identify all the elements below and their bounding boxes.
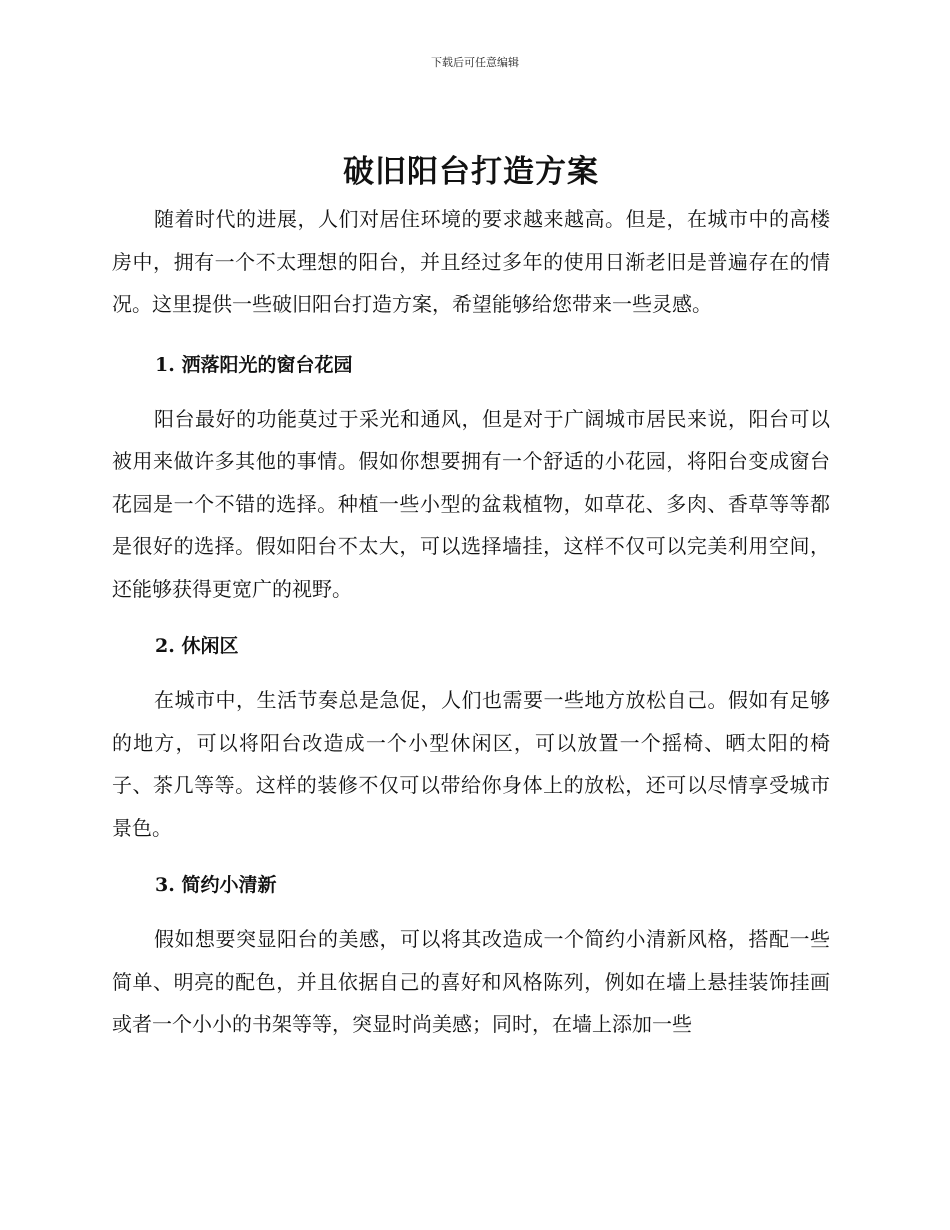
document-body [112,150,830,1046]
document-title: 破旧阳台打造方案 [343,154,599,190]
section-body-1: 阳台最好的功能莫过于采光和通风，但是对于广阔城市居民来说，阳台可以被用来做许多其他的事情。假如你想要拥有一个舒适的小花园，将阳台变成窗台花园是一个不错的选择。种植一些小型的盆栽植物，如草花、多肉、香草等等都是很好的选择。假如阳台不太大，可以选择墙挂，这样不仅可以完美利用空间，还能够获得更宽广的视野。 [112,406,830,601]
section-heading-3: 3. 简约小清新 [155,874,277,896]
section-body-2: 在城市中，生活节奏总是急促，人们也需要一些地方放松自己。假如有足够的地方，可以将阳台改造成一个小型休闲区，可以放置一个摇椅、晒太阳的椅子、茶几等等。这样的装修不仅可以带给你身体上的放松，还可以尽情享受城市景色。 [112,688,830,840]
section-body-3: 假如想要突显阳台的美感，可以将其改造成一个简约小清新风格，搭配一些简单、明亮的配色，并且依据自己的喜好和风格陈列，例如在墙上悬挂装饰挂画或者一个小小的书架等等，突显时尚美感；同时，在墙上添加一些 [112,927,830,1036]
section-heading-1: 1. 洒落阳光的窗台花园 [155,353,353,376]
header-note: 下载后可任意编辑 [431,56,519,69]
intro-paragraph: 随着时代的进展，人们对居住环境的要求越来越高。但是，在城市中的高楼房中，拥有一个不太理想的阳台，并且经过多年的使用日渐老旧是普遍存在的情况。这里提供一些破旧阳台打造方案，希望能够给您带来一些灵感。 [112,207,830,316]
section-heading-2: 2. 休闲区 [155,635,239,657]
